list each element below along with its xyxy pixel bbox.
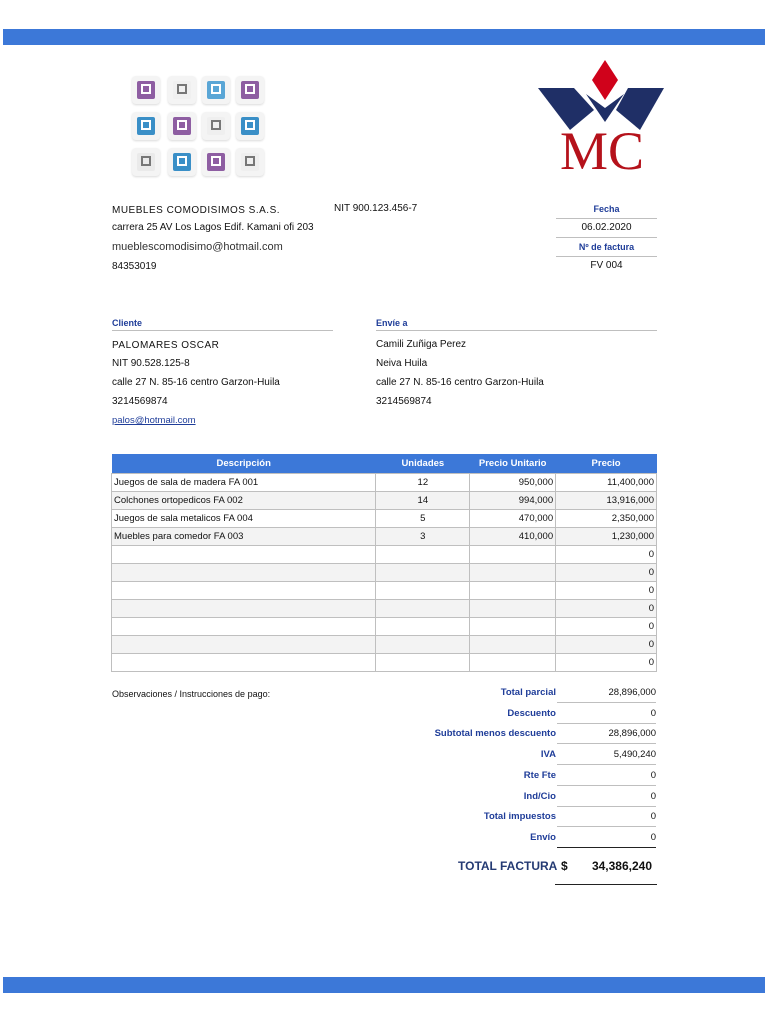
cell-unit-price: 410,000 [470,528,556,546]
payment-notes-label: Observaciones / Instrucciones de pago: [112,689,271,699]
cell-price: 0 [556,564,657,582]
divider [556,218,657,219]
client-name: PALOMARES OSCAR [112,340,220,351]
cell-description: Muebles para comedor FA 003 [112,528,376,546]
summary-label: Subtotal menos descuento [434,728,556,740]
cell-unit-price [470,564,556,582]
summary-value: 0 [650,769,656,781]
date-label: Fecha [593,204,620,214]
cell-unit-price [470,582,556,600]
table-row [112,564,657,582]
chair-icon [168,76,196,104]
wardrobe-icon [236,112,264,140]
invoice-number: FV 004 [590,260,623,271]
invoice-date: 06.02.2020 [581,222,632,233]
top-accent-bar [3,29,765,45]
sideboard-icon [168,148,196,176]
cell-units [376,564,470,582]
company-email[interactable]: mueblescomodisimo@hotmail.com [112,241,283,253]
total-label: TOTAL FACTURA [458,859,558,873]
bottom-accent-bar [3,977,765,993]
divider [557,806,656,807]
cell-description [112,582,376,600]
divider [557,826,656,827]
company-nit: NIT 900.123.456-7 [334,203,418,214]
cell-description [112,654,376,672]
cell-description [112,636,376,654]
window-icon [202,76,230,104]
cell-description [112,618,376,636]
cell-price: 2,350,000 [556,510,657,528]
summary-label: Total parcial [500,687,556,698]
summary-value: 0 [650,831,656,843]
summary-value: 28,896,000 [608,728,656,740]
cell-units [376,600,470,618]
sofa-icon [132,148,160,176]
cell-unit-price: 950,000 [470,474,556,492]
table-row [112,618,657,636]
cell-unit-price: 470,000 [470,510,556,528]
total-value: 34,386,240 [591,859,652,873]
table-row [112,474,657,492]
divider [557,847,656,848]
divider [112,330,333,331]
cell-units: 14 [376,492,470,510]
divider [557,785,656,786]
cell-unit-price [470,600,556,618]
cell-price: 0 [556,618,657,636]
summary-value: 0 [650,811,656,823]
summary-label: Total impuestos [483,811,556,823]
table-row [112,492,657,510]
table-row [112,510,657,528]
dresser-icon [202,148,230,176]
stove-icon [236,148,264,176]
cell-price: 0 [556,654,657,672]
divider [556,256,657,257]
summary-label: Rte Fte [523,769,556,781]
invoice-number-label: Nº de factura [578,242,635,252]
company-address: carrera 25 AV Los Lagos Edif. Kamani ofi 203 [112,222,314,233]
cell-units: 12 [376,474,470,492]
cabinet-icon [132,76,160,104]
cell-price: 0 [556,582,657,600]
summary-value: 5,490,240 [613,749,656,761]
company-logo [536,58,666,174]
divider [557,702,656,703]
summary-label: Ind/Cio [523,790,556,802]
table-icon [236,76,264,104]
logo-text: MC [559,121,645,174]
cell-description: Colchones ortopedicos FA 002 [112,492,376,510]
summary-value: 0 [650,790,656,802]
summary-label: IVA [540,749,556,761]
logo-diamond-icon [592,60,618,100]
company-name: MUEBLES COMODISIMOS S.A.S. [112,205,281,216]
furniture-icon-grid [124,70,272,180]
table-row [112,600,657,618]
lamp-icon [132,112,160,140]
summary-label: Descuento [507,707,556,719]
client-nit: NIT 90.528.125-8 [112,358,190,369]
cell-unit-price [470,618,556,636]
ship-to-city: Neiva Huila [376,358,428,369]
total-underline [555,884,657,885]
divider [557,764,656,765]
header-unit-price: Precio Unitario [470,454,556,474]
ship-to-phone: 3214569874 [376,396,432,407]
cell-price: 13,916,000 [556,492,657,510]
cell-units [376,546,470,564]
cell-units: 3 [376,528,470,546]
client-heading: Cliente [112,318,143,328]
summary-label: Envío [530,831,556,843]
divider [557,743,656,744]
table-row [112,636,657,654]
header-units: Unidades [376,454,470,474]
table-header-row [112,454,657,474]
cell-price: 0 [556,636,657,654]
cell-description: Juegos de sala de madera FA 001 [112,474,376,492]
cell-description [112,564,376,582]
ship-to-address: calle 27 N. 85-16 centro Garzon-Huila [376,377,544,388]
table-row [112,582,657,600]
cell-unit-price [470,654,556,672]
divider [376,330,657,331]
client-address: calle 27 N. 85-16 centro Garzon-Huila [112,377,280,388]
bed-icon [202,112,230,140]
divider [556,237,657,238]
cell-units [376,582,470,600]
cell-description: Juegos de sala metalicos FA 004 [112,510,376,528]
client-email-link[interactable]: palos@hotmail.com [112,415,196,426]
cell-units [376,636,470,654]
ship-to-name: Camili Zuñiga Perez [376,339,467,350]
cell-unit-price [470,636,556,654]
items-table [111,454,657,672]
cell-description [112,600,376,618]
cell-units: 5 [376,510,470,528]
header-description: Descripción [112,454,376,474]
cell-price: 1,230,000 [556,528,657,546]
cell-unit-price [470,546,556,564]
cell-units [376,618,470,636]
cell-price: 0 [556,600,657,618]
table-row [112,528,657,546]
cell-unit-price: 994,000 [470,492,556,510]
company-phone: 84353019 [112,261,157,272]
summary-value: 0 [650,707,656,719]
armchair-icon [168,112,196,140]
cell-price: 11,400,000 [556,474,657,492]
cell-units [376,654,470,672]
table-row [112,654,657,672]
client-phone: 3214569874 [112,396,168,407]
divider [557,723,656,724]
ship-to-heading: Envíe a [376,318,408,328]
total-currency: $ [561,859,568,873]
table-row [112,546,657,564]
cell-price: 0 [556,546,657,564]
summary-value: 28,896,000 [608,687,656,698]
cell-description [112,546,376,564]
header-price: Precio [556,454,657,474]
